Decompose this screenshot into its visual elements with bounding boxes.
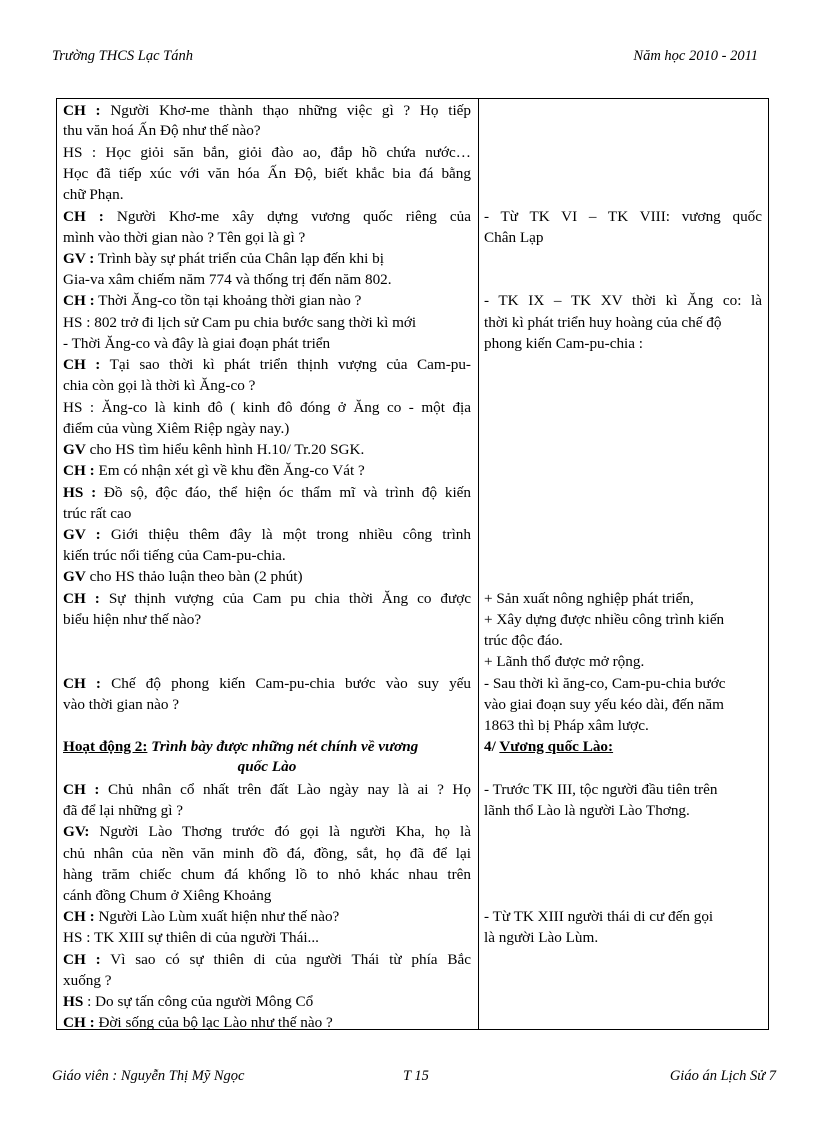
text-line: thu văn hoá Ấn Độ như thế nào? <box>63 122 261 139</box>
activity-2-heading-cont: quốc Lào <box>237 758 297 775</box>
text-line: đã để lại những gì ? <box>63 802 183 819</box>
text-line: chữ Phạn. <box>63 186 124 203</box>
text-line: HS : Đồ sộ, độc đáo, thể hiện óc thẩm mĩ và trình độ kiến <box>63 484 471 501</box>
footer-page-number: T 15 <box>403 1068 429 1084</box>
text-line: CH : Người Lào Lùm xuất hiện như thế nào? <box>63 908 340 925</box>
text-line: CH : Vì sao có sự thiên di của người Thái từ phía Bắc <box>63 951 471 968</box>
note-line: là người Lào Lùm. <box>484 929 599 946</box>
footer-subject: Giáo án Lịch Sử 7 <box>669 1068 776 1084</box>
note-line: 1863 thì bị Pháp xâm lược. <box>484 717 649 734</box>
note-line: trúc độc đáo. <box>484 632 563 649</box>
text-line: CH : Chế độ phong kiến Cam-pu-chia bước vào suy yếu <box>63 675 471 692</box>
text-line: Học đã tiếp xúc với văn hóa Ấn Độ, biết khắc bia đá bằng <box>63 165 471 182</box>
text-line: GV : Trình bày sự phát triển của Chân lạp đến khi bị <box>63 250 384 267</box>
text-line: CH : Chủ nhân cổ nhất trên đất Lào ngày nay là ai ? Họ <box>63 781 471 798</box>
text-line: - Thời Ăng-co và đây là giai đoạn phát triển <box>63 335 331 352</box>
text-line: GV cho HS thảo luận theo bàn (2 phút) <box>63 568 303 585</box>
text-line: CH : Thời Ăng-co tồn tại khoảng thời gian nào ? <box>63 292 362 309</box>
note-line: - Sau thời kì ăng-co, Cam-pu-chia bước <box>484 675 726 692</box>
text-line: điểm của vùng Xiêm Riệp ngày nay.) <box>63 420 290 437</box>
text-line: GV : Giới thiệu thêm đây là một trong nhiều công trình <box>63 526 471 543</box>
note-line: vào giai đoạn suy yếu kéo dài, đến năm <box>484 696 724 713</box>
text-line: CH : Em có nhận xét gì về khu đền Ăng-co Vát ? <box>63 462 365 479</box>
note-line: - Từ TK XIII người thái di cư đến gọi <box>484 908 714 925</box>
note-line: - Từ TK VI – TK VIII: vương quốc <box>484 208 762 225</box>
column-divider <box>478 99 479 1029</box>
text-line: HS : 802 trở đi lịch sử Cam pu chia bước sang thời kì mới <box>63 314 417 331</box>
text-line: biểu hiện như thế nào? <box>63 611 202 628</box>
note-line: phong kiến Cam-pu-chia : <box>484 335 644 352</box>
note-line: + Lãnh thổ được mở rộng. <box>484 653 645 670</box>
text-line: mình vào thời gian nào ? Tên gọi là gì ? <box>63 229 306 246</box>
note-line: thời kì phát triển huy hoàng của chế độ <box>484 314 722 331</box>
text-line: vào thời gian nào ? <box>63 696 179 713</box>
text-line: CH : Sự thịnh vượng của Cam pu chia thời Ăng co được <box>63 590 471 607</box>
text-line: HS : Ăng-co là kinh đô ( kinh đô đóng ở Ăng co - một địa <box>63 399 471 416</box>
text-line: trúc rất cao <box>63 505 132 522</box>
lesson-table <box>56 98 769 1030</box>
text-line: HS : Học giỏi săn bắn, giỏi đào ao, đắp hồ chứa nước… <box>63 144 471 161</box>
text-line: Gia-va xâm chiếm năm 774 và thống trị đến năm 802. <box>63 271 392 288</box>
text-line: CH : Tại sao thời kì phát triển thịnh vượng của Cam-pu- <box>63 356 471 373</box>
activity-2-heading: Hoạt động 2: Trình bày được những nét chính về vương <box>63 738 419 755</box>
header-school-year: Năm học 2010 - 2011 <box>633 48 758 64</box>
note-line: + Xây dựng được nhiều công trình kiến <box>484 611 725 628</box>
text-line: hàng trăm chiếc chum đá khổng lồ to nhỏ khác nhau trên <box>63 866 471 883</box>
text-line: GV cho HS tìm hiểu kênh hình H.10/ Tr.20 SGK. <box>63 441 365 458</box>
text-line: cánh đồng Chum ở Xiêng Khoảng <box>63 887 272 904</box>
text-line: CH : Người Khơ-me xây dựng vương quốc riêng của <box>63 208 471 225</box>
note-line: - TK IX – TK XV thời kì Ăng co: là <box>484 292 762 309</box>
text-line: xuống ? <box>63 972 112 989</box>
text-line: kiến trúc nổi tiếng của Cam-pu-chia. <box>63 547 286 564</box>
note-line: Chân Lạp <box>484 229 544 246</box>
note-line: lãnh thổ Lào là người Lào Thơng. <box>484 802 690 819</box>
footer-teacher: Giáo viên : Nguyễn Thị Mỹ Ngọc <box>52 1068 245 1084</box>
text-line: CH : Người Khơ-me thành thạo những việc gì ? Họ tiếp <box>63 102 471 119</box>
text-line: chủ nhân của nền văn minh đồ đá, đồng, sắt, họ đã để lại <box>63 845 471 862</box>
text-line: HS : Do sự tấn công của người Mông Cổ <box>63 993 314 1010</box>
text-line: GV: Người Lào Thơng trước đó gọi là người Kha, họ là <box>63 823 471 840</box>
header-school: Trường THCS Lạc Tánh <box>52 48 193 64</box>
note-line: + Sản xuất nông nghiệp phát triển, <box>484 590 694 607</box>
text-line: HS : TK XIII sự thiên di của người Thái... <box>63 929 319 946</box>
text-line: chia còn gọi là thời kì Ăng-co ? <box>63 377 256 394</box>
text-line: CH : Đời sống của bộ lạc Lào như thế nào ? <box>63 1014 333 1031</box>
section-4-heading: 4/ Vương quốc Lào: <box>484 738 614 755</box>
note-line: - Trước TK III, tộc người đầu tiên trên <box>484 781 718 798</box>
